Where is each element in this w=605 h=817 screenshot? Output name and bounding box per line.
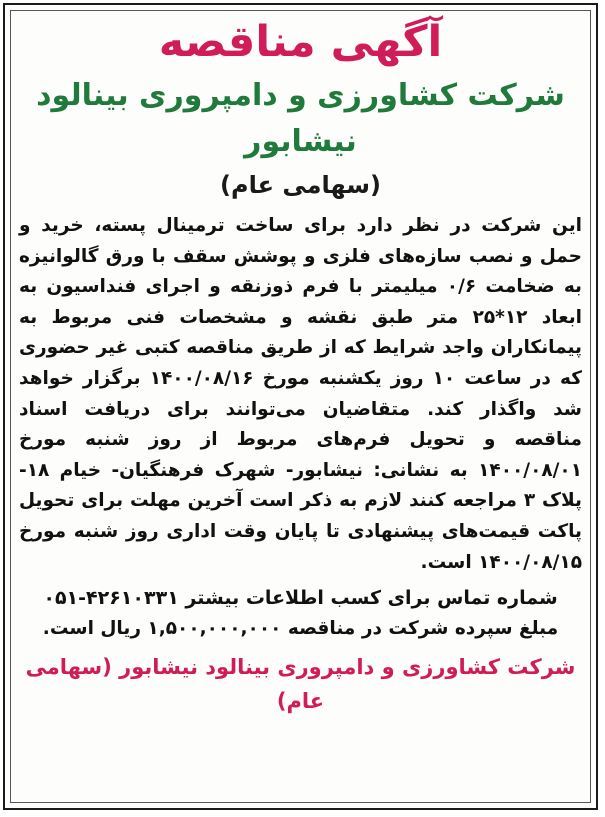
company-signature: شرکت کشاورزی و دامپروری بینالود نیشابور (سهامی عام) <box>25 655 576 714</box>
contact-label: شماره تماس برای کسب اطلاعات بیشتر <box>185 587 558 610</box>
contact-phone: ۰۵۱-۴۲۶۱۰۳۳۱ <box>43 587 179 610</box>
company-type: (سهامی عام) <box>220 171 381 199</box>
tender-notice <box>19 13 582 800</box>
notice-frame <box>3 3 598 810</box>
deposit-line: مبلغ سپرده شرکت در مناقصه ۱,۵۰۰,۰۰۰,۰۰۰ ریال است. <box>42 618 559 640</box>
notice-title: آگهی مناقصه <box>158 17 443 67</box>
company-name: شرکت کشاورزی و دامپروری بینالود نیشابور <box>36 78 565 159</box>
notice-body: این شرکت در نظر دارد برای ساخت ترمینال پسته، خرید و حمل و نصب سازه‌های فلزی و پوشش سقف با ورق گالوانیزه به ضخامت ۰/۶ میلیمتر با فرم ذوزنقه و اجرای فنداسیون به ابعاد ۱۲*۲۵ متر طبق نقشه و مشخصات فنی مربوط به پیمانکاران واجد شرایط که از طریق مناقصه کتبی غیر حضوری که در ساعت ۱۰ روز یکشنبه مورخ ۱۴۰۰/۰۸/۱۶ برگزار خواهد شد واگذار کند. متقاضیان می‌توانند برای دریافت اسناد مناقصه و تحویل فرم‌های مربوط از روز شنبه مورخ ۱۴۰۰/۰۸/۰۱ به نشانی: نیشابور- شهرک فرهنگیان- خیام ۱۸- پلاک ۳ مراجعه کنند لازم به ذکر است آخرین مهلت برای تحویل پاکت قیمت‌های پیشنهادی تا پایان وقت اداری روز شنبه مورخ ۱۴۰۰/۰۸/۱۵ است. <box>19 215 583 573</box>
contact-line <box>19 582 582 614</box>
